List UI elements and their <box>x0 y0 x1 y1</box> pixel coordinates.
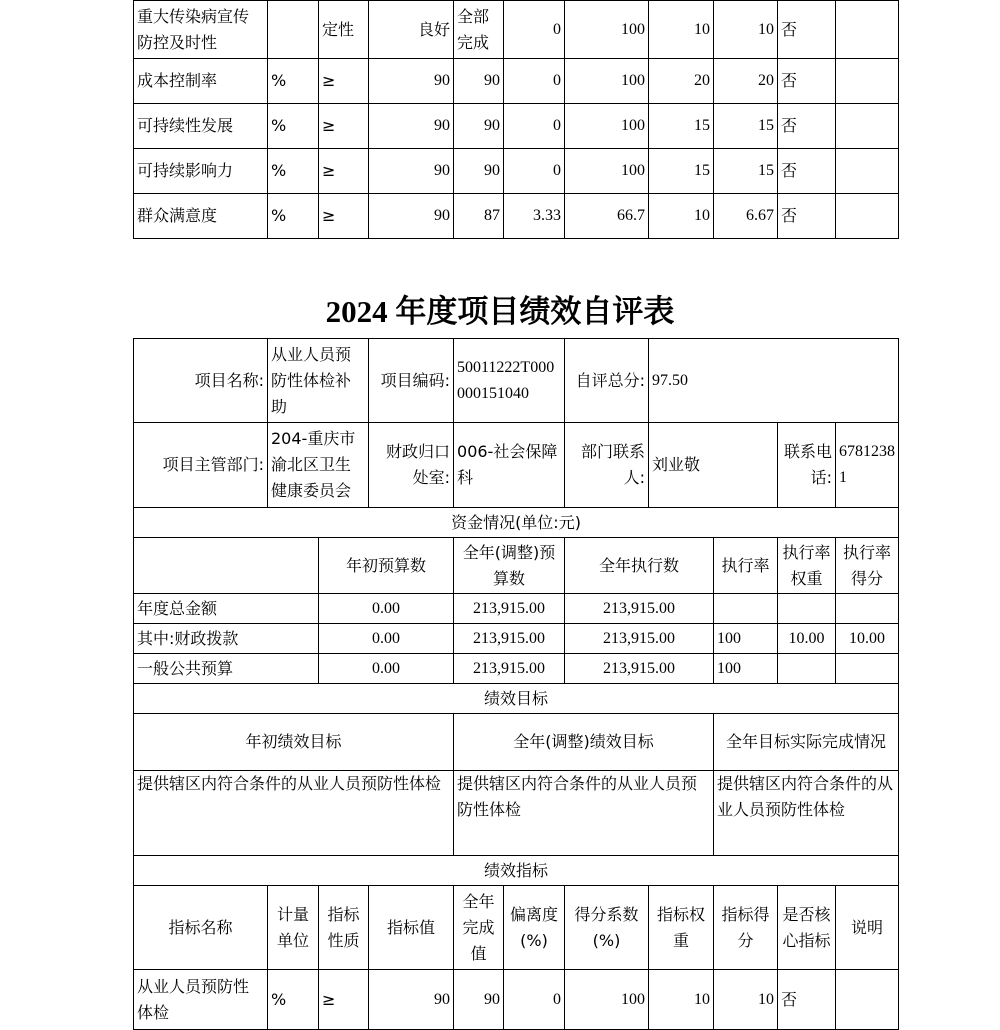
funds-initial: 0.00 <box>319 594 454 624</box>
indicators-header-row <box>134 886 899 970</box>
funds-header-weight: 执行率权重 <box>778 538 836 594</box>
indicator-note <box>836 1 899 59</box>
contact-label: 部门联系人: <box>565 423 649 508</box>
indicator-core: 否 <box>778 1 836 59</box>
section-header <box>134 508 899 538</box>
indicator-core: 否 <box>778 970 836 1030</box>
funds-row <box>134 654 899 684</box>
indicator-type: ≥ <box>319 970 369 1030</box>
funds-header-row <box>134 538 899 594</box>
indicator-unit: % <box>268 104 319 149</box>
funds-row-label: 其中:财政拨款 <box>134 624 319 654</box>
indicator-weight: 10 <box>649 194 714 239</box>
funds-weight: 10.00 <box>778 624 836 654</box>
funds-initial: 0.00 <box>319 624 454 654</box>
indicator-core: 否 <box>778 194 836 239</box>
ind-header-deviation: 偏离度(%) <box>504 886 565 970</box>
indicator-target: 90 <box>369 59 454 104</box>
indicator-unit: % <box>268 149 319 194</box>
indicator-table-continued <box>133 0 899 239</box>
ind-header-weight: 指标权重 <box>649 886 714 970</box>
funds-weight <box>778 654 836 684</box>
indicator-score: 10 <box>714 1 778 59</box>
funds-executed: 213,915.00 <box>565 654 714 684</box>
funds-header-score: 执行率得分 <box>836 538 899 594</box>
funds-score <box>836 594 899 624</box>
project-name-label: 项目名称: <box>134 339 268 423</box>
finance-value: 006-社会保障科 <box>454 423 565 508</box>
project-name-value: 从业人员预防性体检补助 <box>268 339 369 423</box>
goal-initial-text: 提供辖区内符合条件的从业人员预防性体检 <box>134 771 454 856</box>
indicator-weight: 15 <box>649 149 714 194</box>
indicator-coefficient: 100 <box>565 149 649 194</box>
section-header <box>134 684 899 714</box>
goals-header-adjusted: 全年(调整)绩效目标 <box>454 714 714 771</box>
ind-header-actual: 全年完成值 <box>454 886 504 970</box>
dept-value: 204-重庆市渝北区卫生健康委员会 <box>268 423 369 508</box>
indicator-coefficient: 66.7 <box>565 194 649 239</box>
self-score-value: 97.50 <box>649 339 899 423</box>
indicator-score: 20 <box>714 59 778 104</box>
indicator-unit: % <box>268 970 319 1030</box>
indicator-target: 90 <box>369 104 454 149</box>
funds-rate: 100 <box>714 654 778 684</box>
contact-value: 刘业敬 <box>649 423 778 508</box>
indicator-coefficient: 100 <box>565 970 649 1030</box>
funds-row <box>134 624 899 654</box>
indicator-actual: 90 <box>454 970 504 1030</box>
indicator-target: 90 <box>369 194 454 239</box>
ind-header-core: 是否核心指标 <box>778 886 836 970</box>
indicator-core: 否 <box>778 149 836 194</box>
funds-header-blank <box>134 538 319 594</box>
indicator-weight: 20 <box>649 59 714 104</box>
goals-header-initial: 年初绩效目标 <box>134 714 454 771</box>
indicator-core: 否 <box>778 59 836 104</box>
self-score-label: 自评总分: <box>565 339 649 423</box>
section-header <box>134 856 899 886</box>
indicator-coefficient: 100 <box>565 104 649 149</box>
indicator-actual: 90 <box>454 59 504 104</box>
indicator-weight: 15 <box>649 104 714 149</box>
indicator-score: 15 <box>714 104 778 149</box>
goals-row <box>134 771 899 856</box>
table-row <box>134 149 899 194</box>
funds-header-adjusted: 全年(调整)预算数 <box>454 538 565 594</box>
indicator-unit: % <box>268 59 319 104</box>
page-title: 2024 年度项目绩效自评表 <box>325 294 675 329</box>
indicator-actual: 90 <box>454 149 504 194</box>
funds-rate: 100 <box>714 624 778 654</box>
indicator-deviation: 0 <box>504 149 565 194</box>
funds-row <box>134 594 899 624</box>
table-row <box>134 1 899 59</box>
indicator-note <box>836 59 899 104</box>
indicator-type: ≥ <box>319 149 369 194</box>
indicator-deviation: 0 <box>504 1 565 59</box>
indicator-name: 群众满意度 <box>134 194 268 239</box>
funds-header-rate: 执行率 <box>714 538 778 594</box>
indicator-coefficient: 100 <box>565 1 649 59</box>
indicators-section-title: 绩效指标 <box>134 856 899 886</box>
indicator-type: ≥ <box>319 59 369 104</box>
indicator-type: 定性 <box>319 1 369 59</box>
ind-header-note: 说明 <box>836 886 899 970</box>
phone-value: 67812381 <box>836 423 899 508</box>
indicator-actual: 全部完成 <box>454 1 504 59</box>
goals-header-actual: 全年目标实际完成情况 <box>714 714 899 771</box>
project-info-row <box>134 339 899 423</box>
indicator-actual: 90 <box>454 104 504 149</box>
funds-adjusted: 213,915.00 <box>454 654 565 684</box>
funds-row-label: 一般公共预算 <box>134 654 319 684</box>
table-row <box>134 970 899 1030</box>
indicator-actual: 87 <box>454 194 504 239</box>
project-code-label: 项目编码: <box>369 339 454 423</box>
indicator-type: ≥ <box>319 104 369 149</box>
ind-header-type: 指标性质 <box>319 886 369 970</box>
funds-row-label: 年度总金额 <box>134 594 319 624</box>
indicator-unit: % <box>268 194 319 239</box>
indicator-score: 6.67 <box>714 194 778 239</box>
indicator-name: 可持续影响力 <box>134 149 268 194</box>
indicator-name: 重大传染病宣传防控及时性 <box>134 1 268 59</box>
indicator-score: 15 <box>714 149 778 194</box>
indicator-name: 从业人员预防性体检 <box>134 970 268 1030</box>
indicator-deviation: 0 <box>504 970 565 1030</box>
dept-label: 项目主管部门: <box>134 423 268 508</box>
finance-label: 财政归口处室: <box>369 423 454 508</box>
indicator-note <box>836 104 899 149</box>
ind-header-unit: 计量单位 <box>268 886 319 970</box>
goal-adjusted-text: 提供辖区内符合条件的从业人员预防性体检 <box>454 771 714 856</box>
goals-section-title: 绩效目标 <box>134 684 899 714</box>
funds-initial: 0.00 <box>319 654 454 684</box>
ind-header-score: 指标得分 <box>714 886 778 970</box>
indicator-note <box>836 149 899 194</box>
ind-header-target: 指标值 <box>369 886 454 970</box>
ind-header-coefficient: 得分系数(%) <box>565 886 649 970</box>
indicator-deviation: 3.33 <box>504 194 565 239</box>
indicator-target: 90 <box>369 149 454 194</box>
funds-score: 10.00 <box>836 624 899 654</box>
table-row <box>134 104 899 149</box>
indicator-target: 良好 <box>369 1 454 59</box>
indicator-type: ≥ <box>319 194 369 239</box>
indicator-weight: 10 <box>649 970 714 1030</box>
funds-adjusted: 213,915.00 <box>454 594 565 624</box>
project-code-value: 50011222T000000151040 <box>454 339 565 423</box>
funds-header-initial: 年初预算数 <box>319 538 454 594</box>
indicator-name: 可持续性发展 <box>134 104 268 149</box>
indicator-score: 10 <box>714 970 778 1030</box>
indicator-note <box>836 970 899 1030</box>
goals-header-row <box>134 714 899 771</box>
table-row <box>134 59 899 104</box>
funds-header-executed: 全年执行数 <box>565 538 714 594</box>
table-row <box>134 194 899 239</box>
indicator-name: 成本控制率 <box>134 59 268 104</box>
indicator-weight: 10 <box>649 1 714 59</box>
funds-rate <box>714 594 778 624</box>
funds-executed: 213,915.00 <box>565 624 714 654</box>
funds-score <box>836 654 899 684</box>
indicator-core: 否 <box>778 104 836 149</box>
funds-adjusted: 213,915.00 <box>454 624 565 654</box>
project-info-row <box>134 423 899 508</box>
funds-weight <box>778 594 836 624</box>
ind-header-name: 指标名称 <box>134 886 268 970</box>
phone-label: 联系电话: <box>778 423 836 508</box>
indicator-unit <box>268 1 319 59</box>
funds-section-title: 资金情况(单位:元) <box>134 508 899 538</box>
funds-executed: 213,915.00 <box>565 594 714 624</box>
indicator-coefficient: 100 <box>565 59 649 104</box>
indicator-target: 90 <box>369 970 454 1030</box>
indicator-deviation: 0 <box>504 59 565 104</box>
goal-actual-text: 提供辖区内符合条件的从业人员预防性体检 <box>714 771 899 856</box>
indicator-deviation: 0 <box>504 104 565 149</box>
indicator-note <box>836 194 899 239</box>
self-evaluation-table <box>133 338 899 1030</box>
